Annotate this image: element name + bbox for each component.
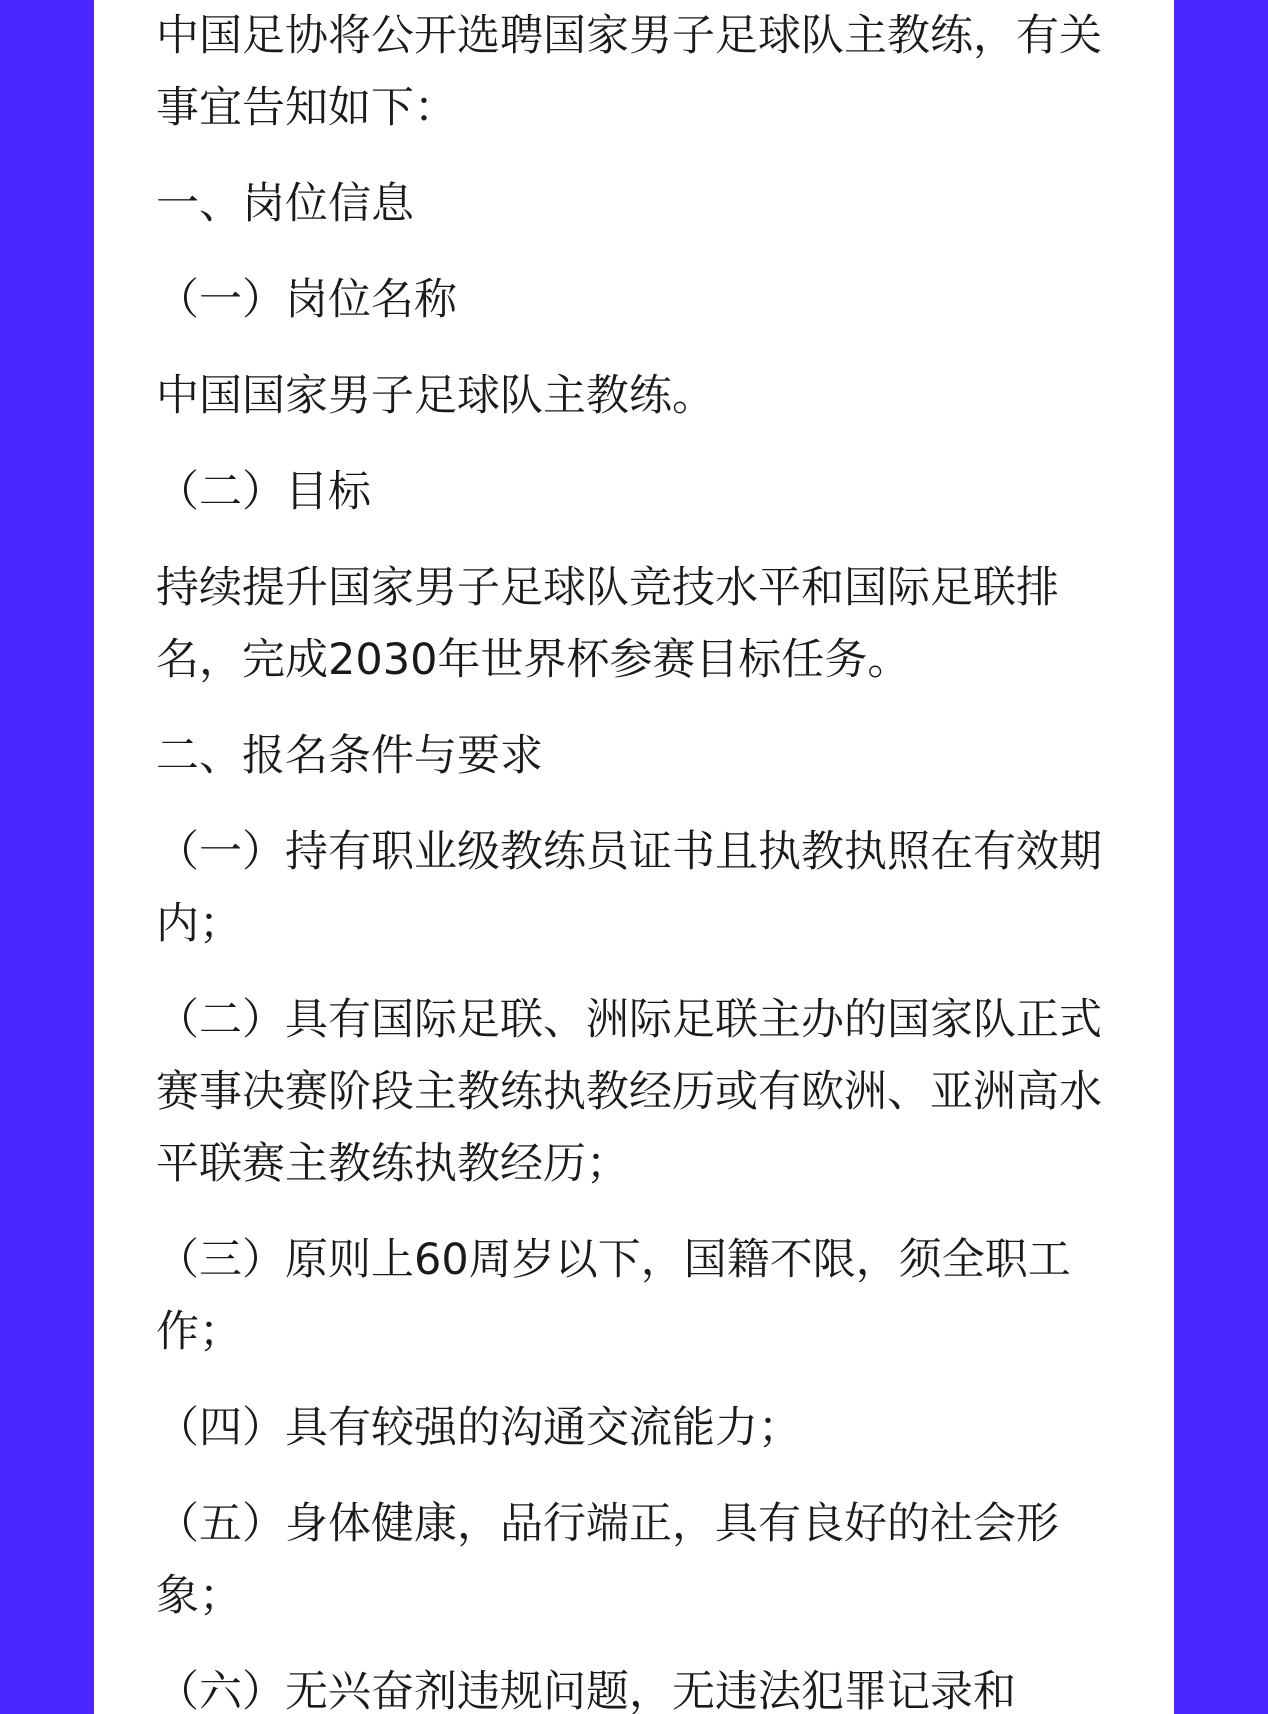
goal-paragraph: 持续提升国家男子足球队竞技水平和国际足联排名，完成2030年世界杯参赛目标任务。 — [156, 563, 1059, 685]
position-name-paragraph: 中国国家男子足球队主教练。 — [156, 371, 715, 421]
requirement-item-cut-off: （六）无兴奋剂违规问题，无违法犯罪记录和 — [156, 1667, 1016, 1714]
document-page — [94, 0, 1174, 1714]
requirement-item: （三）原则上60周岁以下，国籍不限，须全职工作； — [156, 1235, 1071, 1357]
requirement-item: （五）身体健康，品行端正，具有良好的社会形象； — [156, 1499, 1059, 1621]
requirement-item: （一）持有职业级教练员证书且执教执照在有效期内； — [156, 827, 1102, 949]
document-content — [156, 0, 1126, 1714]
subsection-heading-position-name: （一）岗位名称 — [156, 275, 457, 325]
section-heading-position-info: 一、岗位信息 — [156, 179, 414, 229]
section-heading-requirements: 二、报名条件与要求 — [156, 731, 543, 781]
requirement-item: （四）具有较强的沟通交流能力； — [156, 1403, 801, 1453]
intro-paragraph: 中国足协将公开选聘国家男子足球队主教练，有关事宜告知如下： — [156, 11, 1102, 133]
requirement-item: （二）具有国际足联、洲际足联主办的国家队正式赛事决赛阶段主教练执教经历或有欧洲、亚洲高水平联赛主教练执教经历； — [156, 995, 1102, 1189]
subsection-heading-goal: （二）目标 — [156, 467, 371, 517]
